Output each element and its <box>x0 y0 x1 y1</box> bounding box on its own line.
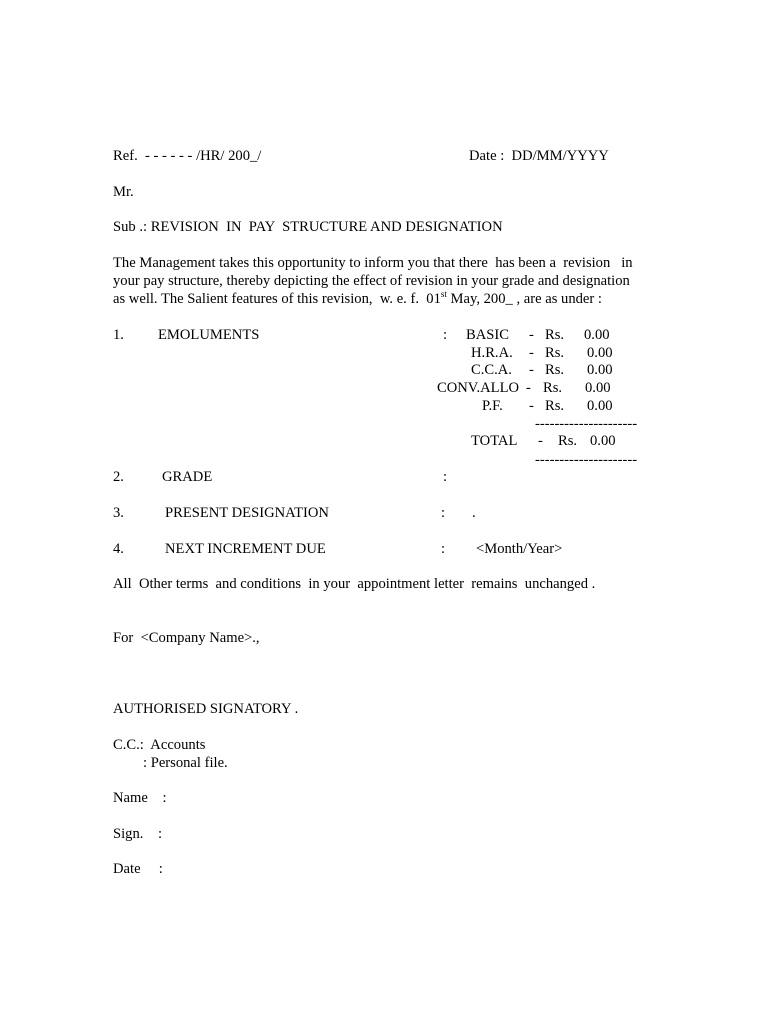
item-number-4: 4. <box>113 541 124 557</box>
total-separator-top: --------------------- <box>535 416 638 432</box>
total-dash: - <box>538 433 543 449</box>
ack-date: Date : <box>113 861 163 877</box>
ack-name: Name : <box>113 790 167 806</box>
intro-line-3-tail: May, 200_ , are as under : <box>446 291 602 307</box>
emolument-dash: - <box>529 362 534 378</box>
emoluments-colon: : <box>443 327 448 343</box>
emolument-name-pf: P.F. <box>482 398 503 414</box>
intro-line-3-text: as well. The Salient features of this revision, w. e. f. 01 <box>113 291 441 307</box>
item-number-2: 2. <box>113 469 124 485</box>
emolument-amount-cca: 0.00 <box>587 362 613 378</box>
emolument-name-conv-allo: CONV.ALLO <box>437 380 520 396</box>
emolument-currency: Rs. <box>543 380 563 396</box>
item-number-3: 3. <box>113 505 124 521</box>
emolument-currency: Rs. <box>545 398 565 414</box>
emoluments-label: EMOLUMENTS <box>158 327 260 343</box>
grade-colon: : <box>443 469 448 485</box>
designation-value: . <box>472 505 476 521</box>
authorised-signatory: AUTHORISED SIGNATORY . <box>113 701 299 717</box>
increment-value: <Month/Year> <box>476 541 563 557</box>
emolument-amount-hra: 0.00 <box>587 345 613 361</box>
increment-colon: : <box>441 541 446 557</box>
ack-sign: Sign. : <box>113 826 163 842</box>
emolument-currency: Rs. <box>545 362 565 378</box>
designation-label: PRESENT DESIGNATION <box>165 505 329 521</box>
salutation: Mr. <box>113 184 134 200</box>
emolument-dash: - <box>529 345 534 361</box>
total-amount: 0.00 <box>590 433 616 449</box>
emolument-currency: Rs. <box>545 345 565 361</box>
emolument-amount-conv-allo: 0.00 <box>585 380 611 396</box>
terms-statement: All Other terms and conditions in your appointment letter remains unchanged . <box>113 576 596 592</box>
emolument-name-hra: H.R.A. <box>471 345 513 361</box>
emolument-amount-pf: 0.00 <box>587 398 613 414</box>
ordinal-superscript: st <box>440 289 447 299</box>
total-currency: Rs. <box>558 433 578 449</box>
item-number-1: 1. <box>113 327 124 343</box>
emolument-currency: Rs. <box>545 327 565 343</box>
subject-line: Sub .: REVISION IN PAY STRUCTURE AND DESIGNATION <box>113 219 503 235</box>
intro-line-2: your pay structure, thereby depicting the effect of revision in your grade and designation <box>113 273 630 289</box>
cc-personal-file: : Personal file. <box>143 755 228 771</box>
total-separator-bottom: --------------------- <box>535 452 638 468</box>
reference-number: Ref. - - - - - - /HR/ 200_/ <box>113 148 262 164</box>
emolument-amount-basic: 0.00 <box>584 327 610 343</box>
emolument-name-cca: C.C.A. <box>471 362 512 378</box>
emolument-dash: - <box>529 398 534 414</box>
emolument-dash: - <box>529 327 534 343</box>
cc-accounts: C.C.: Accounts <box>113 737 206 753</box>
increment-label: NEXT INCREMENT DUE <box>165 541 326 557</box>
emolument-name-basic: BASIC <box>466 327 509 343</box>
company-signoff: For <Company Name>., <box>113 630 260 646</box>
designation-colon: : <box>441 505 446 521</box>
letter-date: Date : DD/MM/YYYY <box>469 148 609 164</box>
emolument-dash: - <box>526 380 531 396</box>
intro-line-3 <box>113 290 602 308</box>
grade-label: GRADE <box>162 469 213 485</box>
intro-line-1: The Management takes this opportunity to inform you that there has been a revision in <box>113 255 633 271</box>
total-label: TOTAL <box>471 433 518 449</box>
